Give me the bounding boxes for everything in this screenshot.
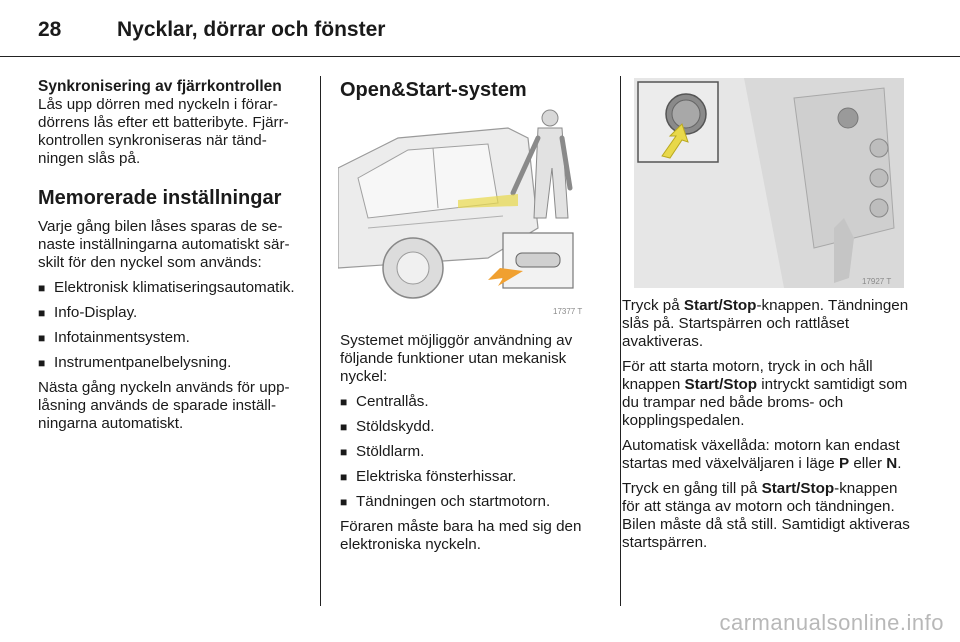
gear-p-label: P — [838, 455, 850, 472]
list-item: ■ Centrallås. — [340, 393, 602, 411]
list-item: ■ Elektriska fönsterhissar. — [340, 468, 602, 486]
open-start-intro: Systemet möjliggör användning av följande funktioner utan mekanisk nyckel: — [340, 332, 573, 385]
list-item: ■ Instrumentpanelbelysning. — [38, 354, 306, 372]
paragraph — [622, 297, 912, 351]
paragraph — [622, 480, 912, 552]
list-item: ■ Infotainmentsystem. — [38, 329, 306, 347]
list-item: ■ Stöldskydd. — [340, 418, 602, 436]
figure-code: 17927 T — [862, 277, 892, 286]
text: . — [897, 455, 902, 472]
text: intryckt samtidigt som du trampar ned både broms- och kopplingspedalen. — [622, 376, 908, 429]
list-item: ■ Tändningen och startmotorn. — [340, 493, 602, 511]
memory-intro: Varje gång bilen låses sparas de senaste inställningarna automatiskt särskilt för den nyckel som används: — [38, 218, 290, 271]
text: eller — [849, 455, 887, 472]
memory-heading: Memorerade inställningar — [38, 187, 282, 209]
page-title: Nycklar, dörrar och fönster — [117, 18, 386, 41]
page-header — [0, 0, 960, 57]
page-number: 28 — [38, 18, 62, 41]
start-stop-label: Start/Stop — [683, 297, 757, 314]
right-column — [622, 297, 912, 559]
memory-list — [38, 279, 306, 372]
start-stop-illustration — [634, 78, 904, 288]
text: -knappen. Tändningen slås på. Startspärren och rattlåset avaktiveras. — [622, 297, 909, 350]
text: Automatisk växellåda: motorn kan endast startas med växelväljaren i läge — [622, 437, 900, 472]
gear-n-label: N — [886, 455, 898, 472]
list-item: ■ Stöldlarm. — [340, 443, 602, 461]
text: Tryck på — [622, 297, 684, 314]
figure-code: 17377 T — [553, 307, 583, 316]
watermark: carmanualsonline.info — [719, 610, 944, 635]
text: -knappen för att stänga av motorn och tändningen. Bilen måste då stå still. Samtidigt aktiveras startspärren. — [622, 480, 910, 551]
column-divider — [620, 76, 621, 606]
list-item: ■ Info-Display. — [38, 304, 306, 322]
list-item: ■ Elektronisk klimatiseringsautomatik. — [38, 279, 306, 297]
open-start-heading: Open&Start-system — [340, 79, 527, 101]
paragraph — [622, 437, 912, 473]
feature-list — [340, 393, 602, 511]
text: För att starta motorn, tryck in och håll knappen — [622, 358, 873, 393]
column-divider — [320, 76, 321, 606]
memory-outro: Nästa gång nyckeln används för upplåsning används de sparade inställningarna automatiskt. — [38, 379, 290, 432]
text: Tryck en gång till på — [622, 480, 762, 497]
sync-heading: Synkronisering av fjärrkontrollen — [38, 78, 282, 95]
open-start-outro: Föraren måste bara ha med sig den elektroniska nyckeln. — [340, 518, 582, 553]
start-stop-label: Start/Stop — [684, 376, 758, 393]
start-stop-label: Start/Stop — [761, 480, 835, 497]
sync-text: Lås upp dörren med nyckeln i förardörrens lås efter ett batteribyte. Fjärrkontrollen synkroniseras när tändningen slås på. — [38, 96, 289, 167]
left-column — [38, 78, 306, 440]
car-door-illustration — [338, 108, 602, 318]
paragraph — [622, 358, 912, 430]
